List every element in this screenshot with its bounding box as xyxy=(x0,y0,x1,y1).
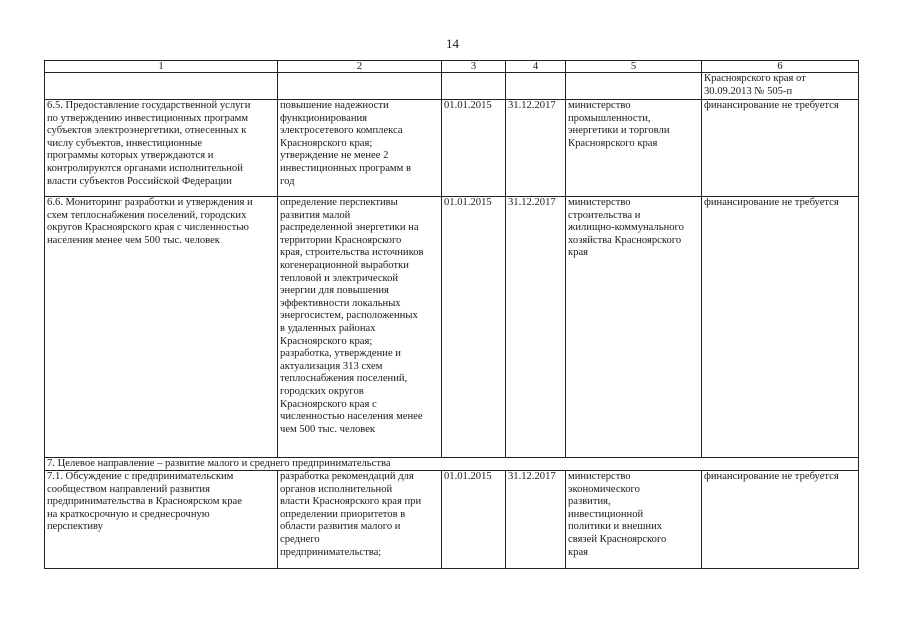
result-cell: разработка рекомендаций для органов исполнительной власти Красноярского края при определении приоритетов в области развития малого и среднего предпринимательства; xyxy=(278,471,442,569)
column-number-cell: 5 xyxy=(566,61,702,73)
financing-cell: Красноярского края от 30.09.2013 № 505-п xyxy=(702,73,859,100)
end-date-cell: 31.12.2017 xyxy=(506,100,566,197)
column-number-row xyxy=(45,61,859,73)
table-row xyxy=(45,100,859,197)
empty-cell xyxy=(278,73,442,100)
column-number-cell: 2 xyxy=(278,61,442,73)
column-number-cell: 6 xyxy=(702,61,859,73)
page-number: 14 xyxy=(446,36,459,51)
start-date-cell: 01.01.2015 xyxy=(442,197,506,458)
empty-cell xyxy=(45,73,278,100)
section-heading-row xyxy=(45,458,859,471)
start-date-cell: 01.01.2015 xyxy=(442,471,506,569)
measures-table xyxy=(44,60,859,569)
result-cell: повышение надежности функционирования электросетевого комплекса Красноярского края; утверждение не менее 2 инвестиционных программ в год xyxy=(278,100,442,197)
executor-cell: министерство экономического развития, инвестиционной политики и внешних связей Красноярского края xyxy=(566,471,702,569)
financing-cell: финансирование не требуется xyxy=(702,471,859,569)
result-cell: определение перспективы развития малой распределенной энергетики на территории Красноярского края, строительства источников когенерационной выработки тепловой и электрической энергии для повышения эффективности локальных энергосистем, расположенных в удаленных районах Красноярского края; разработка, утверждение и актуализация 313 схем теплоснабжения поселений, городских округов Красноярского края с численностью населения менее чем 500 тыс. человек xyxy=(278,197,442,458)
table-row xyxy=(45,471,859,569)
continuation-row xyxy=(45,73,859,100)
end-date-cell: 31.12.2017 xyxy=(506,471,566,569)
executor-cell: министерство промышленности, энергетики и торговли Красноярского края xyxy=(566,100,702,197)
executor-cell: министерство строительства и жилищно-коммунального хозяйства Красноярского края xyxy=(566,197,702,458)
empty-cell xyxy=(566,73,702,100)
empty-cell xyxy=(442,73,506,100)
column-number-cell: 4 xyxy=(506,61,566,73)
end-date-cell: 31.12.2017 xyxy=(506,197,566,458)
column-number-cell: 3 xyxy=(442,61,506,73)
empty-cell xyxy=(506,73,566,100)
measure-cell: 6.5. Предоставление государственной услуги по утверждению инвестиционных программ субъектов электроэнергетики, отнесенных к числу субъектов, инвестиционные программы которых утверждаются и контролируются органами исполнительной власти субъектов Российской Федерации xyxy=(45,100,278,197)
measure-cell: 7.1. Обсуждение с предпринимательским сообществом направлений развития предпринимательства в Красноярском крае на краткосрочную и среднесрочную перспективу xyxy=(45,471,278,569)
measure-cell: 6.6. Мониторинг разработки и утверждения и схем теплоснабжения поселений, городских округов Красноярского края с численностью населения менее чем 500 тыс. человек xyxy=(45,197,278,458)
financing-cell: финансирование не требуется xyxy=(702,197,859,458)
start-date-cell: 01.01.2015 xyxy=(442,100,506,197)
financing-cell: финансирование не требуется xyxy=(702,100,859,197)
table-row xyxy=(45,197,859,458)
column-number-cell: 1 xyxy=(45,61,278,73)
section-heading: 7. Целевое направление – развитие малого и среднего предпринимательства xyxy=(45,458,859,471)
